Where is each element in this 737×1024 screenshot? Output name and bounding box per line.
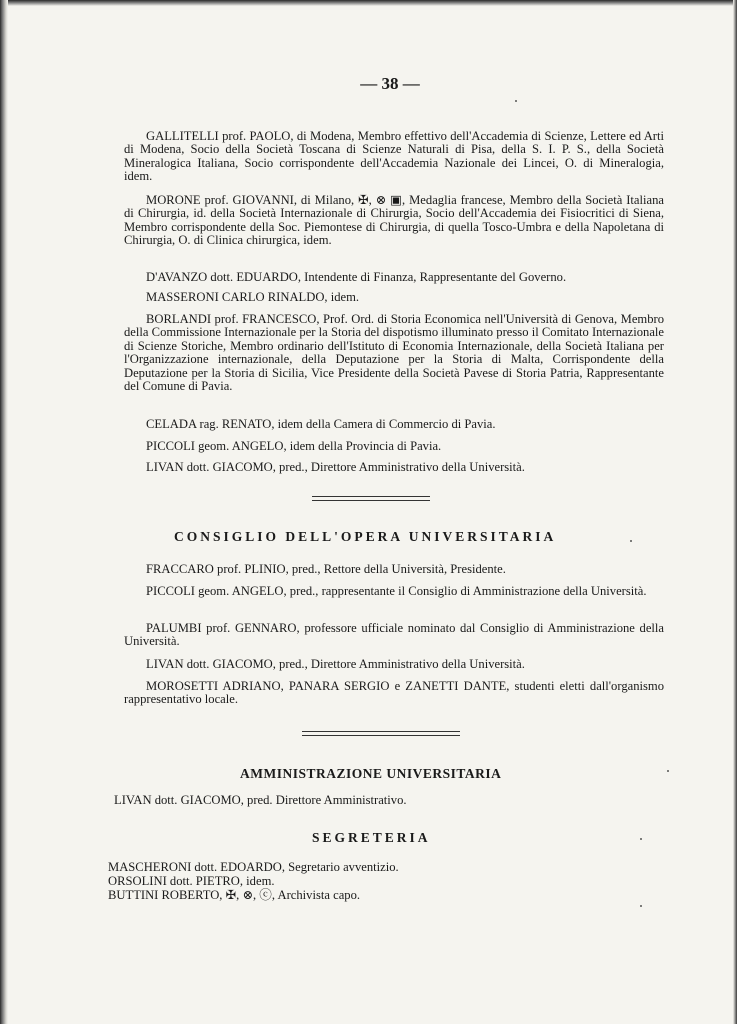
entry-piccoli: PICCOLI geom. ANGELO, idem della Provincia di Pavia. — [146, 439, 442, 453]
entry-borlandi: BORLANDI prof. FRANCESCO, Prof. Ord. di Storia Economica nell'Università di Genova, Membro della Commissione Internazionale per la Storia del dispotismo illuminato presso il Comitato Internazionale di Scienze Storiche, Membro ordinario dell'Istituto di Economia Internazionale, della Società Italiana per l'Organizzazione internazionale, della Deputazione per la Storia di Malta, Corrispondente della Deputazione per la Storia di Sicilia, Vice Presidente della Società Pavese di Storia Patria, Rappresentante del Comune di Pavia. — [124, 312, 664, 394]
heading-amministrazione: AMMINISTRAZIONE UNIVERSITARIA — [240, 766, 502, 781]
entry-studenti: MOROSETTI ADRIANO, PANARA SERGIO e ZANETTI DANTE, studenti eletti dall'organismo rappresentativo locale. — [124, 679, 664, 707]
entry-davanzo: D'AVANZO dott. EDUARDO, Intendente di Finanza, Rappresentante del Governo. — [146, 270, 567, 284]
entry-buttini: BUTTINI ROBERTO, ✠, ⊗, ⓒ, Archivista capo. — [108, 888, 361, 902]
scan-edge-top — [0, 0, 737, 6]
entry-livan-opera: LIVAN dott. GIACOMO, pred., Direttore Amministrativo della Università. — [146, 657, 525, 671]
entry-fraccaro: FRACCARO prof. PLINIO, pred., Rettore della Università, Presidente. — [146, 562, 506, 576]
entry-palumbi: PALUMBI prof. GENNARO, professore ufficiale nominato dal Consiglio di Amministrazione della Università. — [124, 621, 664, 649]
entry-masseroni: MASSERONI CARLO RINALDO, idem. — [146, 290, 360, 304]
entry-piccoli-opera: PICCOLI geom. ANGELO, pred., rappresentante il Consiglio di Amministrazione della Università. — [146, 584, 647, 598]
entry-orsolini: ORSOLINI dott. PIETRO, idem. — [108, 874, 275, 888]
scan-speck — [667, 770, 669, 772]
scan-edge-left — [0, 0, 8, 1024]
heading-segreteria: SEGRETERIA — [312, 830, 431, 845]
scan-edge-right — [733, 0, 737, 1024]
entry-morone: MORONE prof. GIOVANNI, di Milano, ✠, ⊗ ▣, Medaglia francese, Membro della Società Italiana di Chirurgia, id. della Società Internazionale di Chirurgia, Socio dell'Accademia dei Fisiocritici di Siena, Membro corrispondente della Soc. Piemontese di Chirurgia, di quella Tosco-Umbra e della Napoletana di Chirurgia, O. di Clinica chirurgica, idem. — [124, 193, 664, 248]
scan-speck — [640, 838, 642, 840]
entry-gallitelli: GALLITELLI prof. PAOLO, di Modena, Membro effettivo dell'Accademia di Scienze, Lettere ed Arti di Modena, Socio della Società Toscana di Scienze Naturali di Pisa, della S. I. P. S., della Società Mineralogica Italiana, Socio corrispondente dell'Accademia Nazionale dei Lincei, O. di Mineralogia, idem. — [124, 129, 664, 184]
scan-speck — [515, 100, 517, 102]
section-divider — [302, 731, 460, 736]
page-number: — 38 — — [360, 74, 420, 93]
entry-celada: CELADA rag. RENATO, idem della Camera di Commercio di Pavia. — [146, 417, 496, 431]
scan-speck — [640, 905, 642, 907]
entry-mascheroni: MASCHERONI dott. EDOARDO, Segretario avventizio. — [108, 860, 399, 874]
entry-livan: LIVAN dott. GIACOMO, pred., Direttore Amministrativo della Università. — [146, 460, 525, 474]
heading-consiglio-opera: CONSIGLIO DELL'OPERA UNIVERSITARIA — [174, 529, 557, 544]
section-divider — [312, 496, 430, 501]
entry-livan-amministrazione: LIVAN dott. GIACOMO, pred. Direttore Amministrativo. — [114, 793, 407, 807]
scan-speck — [630, 540, 632, 542]
